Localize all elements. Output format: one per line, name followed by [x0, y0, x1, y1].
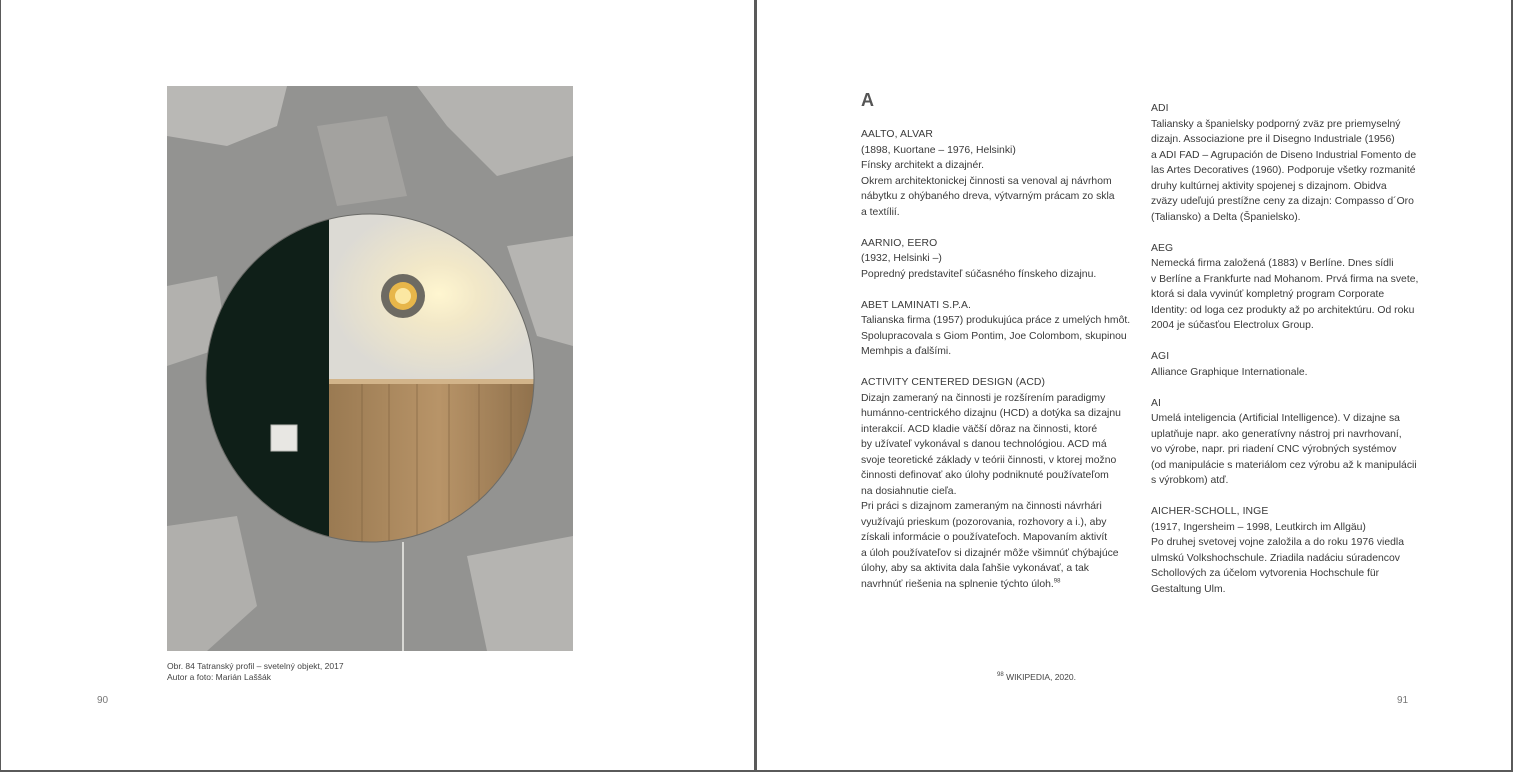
glossary-column-1 [861, 127, 1141, 608]
entry-line: s výrobkom) atď. [1151, 475, 1229, 486]
right-page [757, 0, 1511, 770]
entry-line: (Taliansko) a Delta (Španielsko). [1151, 211, 1301, 223]
entry-line: Identity: od loga cez produkty až po architektúru. Od roku [1151, 304, 1415, 316]
section-letter: A [861, 90, 874, 110]
entry-line: by užívateľ vykonával s danou technológiou. ACD má [861, 439, 1107, 450]
entry-line: Umelá inteligencia (Artificial Intelligence). V dizajne sa [1151, 413, 1400, 424]
footnote-reference[interactable]: 98 [1053, 578, 1061, 585]
entry-line: Taliansky a španielsky podporný zväz pre priemyselný [1151, 118, 1401, 130]
page-number-left: 90 [97, 695, 109, 706]
entry-line: (1932, Helsinki –) [861, 253, 942, 264]
entry-line: vo výrobe, napr. pri riadení CNC výrobných systémov [1151, 444, 1397, 455]
glossary-entry [861, 236, 1141, 283]
entry-line: las Artes Decoratives (1960). Podporuje všetky rozmanité [1151, 165, 1416, 176]
entry-line: a textílií. [861, 206, 900, 218]
entry-heading: AARNIO, EERO [861, 237, 938, 249]
glossary-entry [861, 375, 1141, 592]
footnote-text: WIKIPEDIA, 2020. [1006, 672, 1076, 682]
entry-line: ulmskú Volkshochschule. Zriadila nadáciu súradencov [1151, 552, 1400, 564]
entry-line: ktorá si dala vyvinúť kompletný program Corporate [1151, 289, 1385, 300]
glossary-entry [861, 127, 1141, 220]
entry-line: uplatňuje napr. ako generatívny nástroj pri navrhovaní, [1151, 428, 1402, 440]
footnote [997, 672, 1076, 682]
figure-caption [167, 661, 344, 683]
entry-line: Memhpis a ďalšími. [861, 346, 952, 357]
entry-line: Popredný predstaviteľ súčasného fínskeho dizajnu. [861, 268, 1097, 280]
entry-line: úlohy, aby sa aktivita dala ľahšie vykonávať, a tak [861, 563, 1089, 574]
entry-line: Gestaltung Ulm. [1151, 583, 1226, 595]
entry-heading: AEG [1151, 242, 1174, 254]
entry-heading: ADI [1151, 103, 1169, 114]
entry-last-line-text: navrhnúť riešenia na splnenie týchto úloh. [861, 578, 1054, 590]
entry-line: Fínsky architekt a dizajnér. [861, 160, 985, 171]
entry-line: druhy kultúrnej aktivity spojenej s dizajnom. Obidva [1151, 180, 1387, 192]
entry-line: získali informácie o používateľoch. Mapovaním aktivít [861, 532, 1108, 543]
entry-line: Po druhej svetovej vojne založila a do roku 1976 viedla [1151, 537, 1404, 548]
entry-line: a ADI FAD – Agrupación de Diseno Industrial Fomento de [1151, 149, 1417, 161]
page-number-right: 91 [1397, 695, 1409, 706]
circular-light-object-image [167, 86, 573, 651]
artwork-photo [167, 86, 573, 651]
entry-line: (1898, Kuortane – 1976, Helsinki) [861, 144, 1016, 156]
entry-line: nábytku z ohýbaného dreva, výtvarným prácam zo skla [861, 191, 1115, 202]
glossary-entry [861, 298, 1141, 360]
entry-heading: AI [1151, 397, 1162, 409]
entry-line: v Berlíne a Frankfurte nad Mohanom. Prvá firma na svete, [1151, 273, 1419, 285]
entry-line: Pri práci s dizajnom zameraným na činnosti návrhári [861, 501, 1102, 512]
entry-line: 2004 je súčasťou Electrolux Group. [1151, 320, 1314, 331]
entry-line: na dosiahnutie cieľa. [861, 485, 957, 497]
entry-line: Spolupracovala s Giom Pontim, Joe Colombom, skupinou [861, 330, 1127, 342]
entry-line: svoje teoretické základy v teórii činnosti, v ktorej možno [861, 454, 1117, 466]
entry-line: Alliance Graphique Internationale. [1151, 366, 1308, 378]
glossary-entry [1151, 101, 1431, 225]
glossary-entry [1151, 504, 1431, 597]
entry-line: a úloh používateľov si dizajnér môže všimnúť chýbajúce [861, 547, 1119, 559]
entry-heading: AGI [1151, 351, 1170, 362]
entry-line: Nemecká firma založená (1883) v Berlíne. Dnes sídli [1151, 258, 1394, 269]
entry-line: Talianska firma (1957) produkujúca práce z umelých hmôt. [861, 315, 1131, 326]
entry-line: Schollových za účelom vytvorenia Hochschule für [1151, 568, 1380, 579]
glossary-entry [1151, 396, 1431, 489]
entry-line [861, 577, 1141, 593]
entry-line: činnosti definovať ako úlohy podniknuté používateľom [861, 470, 1109, 481]
entry-line: využívajú prieskum (pozorovania, rozhovory a i.), aby [861, 516, 1107, 528]
entry-line: interakcií. ACD kladie väčší dôraz na činnosti, ktoré [861, 423, 1098, 435]
entry-heading: ACTIVITY CENTERED DESIGN (ACD) [861, 377, 1046, 388]
entry-heading: ABET LAMINATI S.P.A. [861, 299, 971, 311]
entry-line: Okrem architektonickej činnosti sa venoval aj návrhom [861, 175, 1112, 187]
entry-heading: AICHER-SCHOLL, INGE [1151, 506, 1269, 517]
left-page [1, 0, 754, 770]
caption-title: Obr. 84 Tatranský profil – svetelný objekt, 2017 [167, 661, 344, 671]
entry-line: humánno-centrického dizajnu (HCD) a dotýka sa dizajnu [861, 408, 1121, 419]
entry-line: dizajn. Associazione pre il Disegno Industriale (1956) [1151, 134, 1395, 145]
entry-line: (1917, Ingersheim – 1998, Leutkirch im Allgäu) [1151, 521, 1366, 533]
caption-credit: Autor a foto: Marián Laššák [167, 672, 271, 682]
glossary-entry [1151, 349, 1431, 380]
entry-line: Dizajn zameraný na činnosti je rozšírením paradigmy [861, 392, 1106, 404]
footnote-number: 98 [997, 672, 1004, 679]
entry-line: (od manipulácie s materiálom cez výrobu až k manipulácii [1151, 459, 1417, 471]
entry-heading: AALTO, ALVAR [861, 129, 934, 140]
entry-line: zväzy udeľujú prestížne ceny za dizajn: Compasso d´Oro [1151, 196, 1414, 207]
glossary-column-2 [1151, 101, 1431, 613]
glossary-entry [1151, 241, 1431, 334]
